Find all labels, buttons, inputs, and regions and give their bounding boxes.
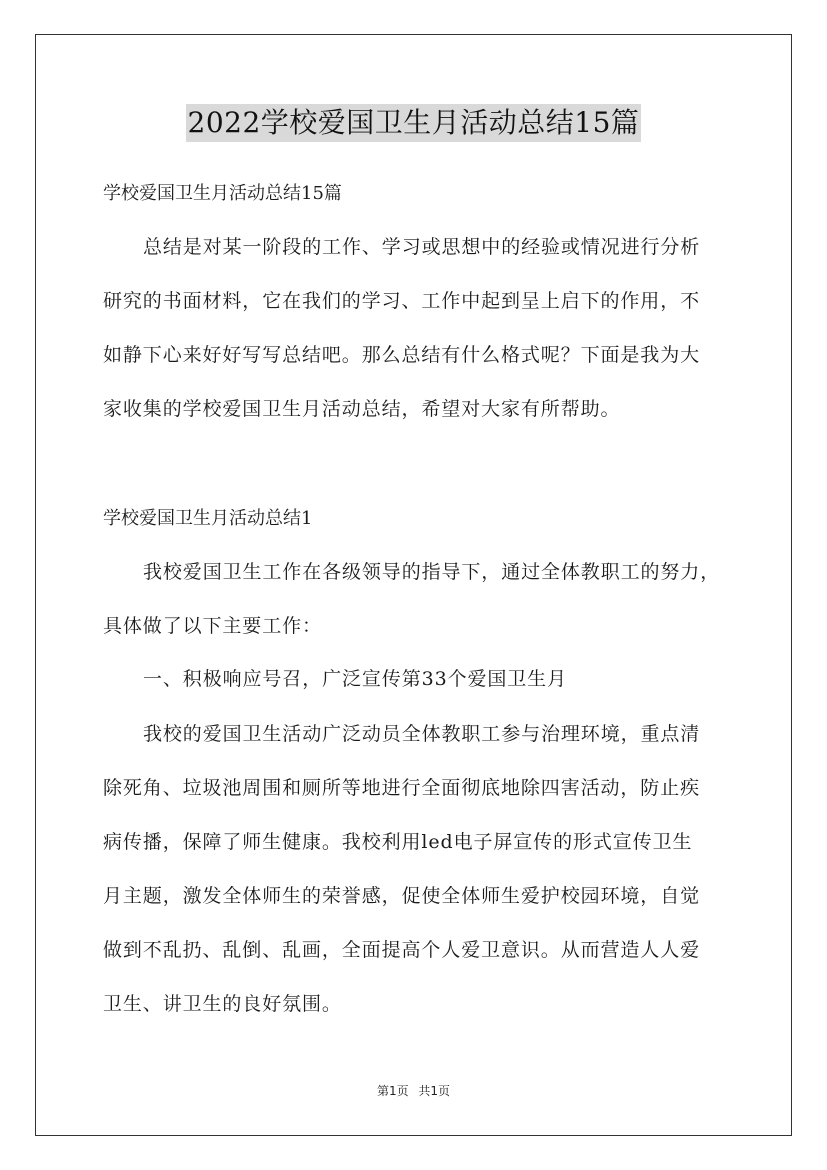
section-line-2: 具体做了以下主要工作： bbox=[103, 615, 322, 637]
document-subtitle: 学校爱国卫生月活动总结15篇 bbox=[103, 183, 342, 204]
item-line-4: 月主题，激发全体师生的荣誉感，促使全体师生爱护校园环境，自觉 bbox=[103, 885, 701, 907]
page-total: 共1页 bbox=[418, 1084, 451, 1098]
intro-line-2: 研究的书面材料，它在我们的学习、工作中起到呈上启下的作用，不 bbox=[103, 290, 701, 312]
item-line-3: 病传播，保障了师生健康。我校利用led电子屏宣传的形式宣传卫生 bbox=[103, 831, 693, 853]
item-line-1: 我校的爱国卫生活动广泛动员全体教职工参与治理环境，重点清 bbox=[143, 723, 701, 745]
intro-line-1: 总结是对某一阶段的工作、学习或思想中的经验或情况进行分析 bbox=[143, 236, 701, 258]
intro-line-3: 如静下心来好好写写总结吧。那么总结有什么格式呢？下面是我为大 bbox=[103, 344, 701, 366]
page-number: 第1页 bbox=[376, 1084, 409, 1098]
section-line-1: 我校爱国卫生工作在各级领导的指导下，通过全体教职工的努力， bbox=[143, 561, 721, 583]
item-line-6: 卫生、讲卫生的良好氛围。 bbox=[103, 993, 342, 1015]
intro-line-4: 家收集的学校爱国卫生月活动总结，希望对大家有所帮助。 bbox=[103, 398, 621, 420]
item-line-2: 除死角、垃圾池周围和厕所等地进行全面彻底地除四害活动，防止疾 bbox=[103, 777, 701, 799]
item-line-5: 做到不乱扔、乱倒、乱画，全面提高个人爱卫意识。从而营造人人爱 bbox=[103, 939, 701, 961]
page-footer bbox=[0, 1083, 827, 1099]
title-wrap bbox=[0, 104, 827, 142]
item-heading: 一、积极响应号召，广泛宣传第33个爱国卫生月 bbox=[143, 668, 567, 690]
document-title: 2022学校爱国卫生月活动总结15篇 bbox=[186, 104, 642, 142]
section-heading: 学校爱国卫生月活动总结1 bbox=[103, 508, 313, 529]
